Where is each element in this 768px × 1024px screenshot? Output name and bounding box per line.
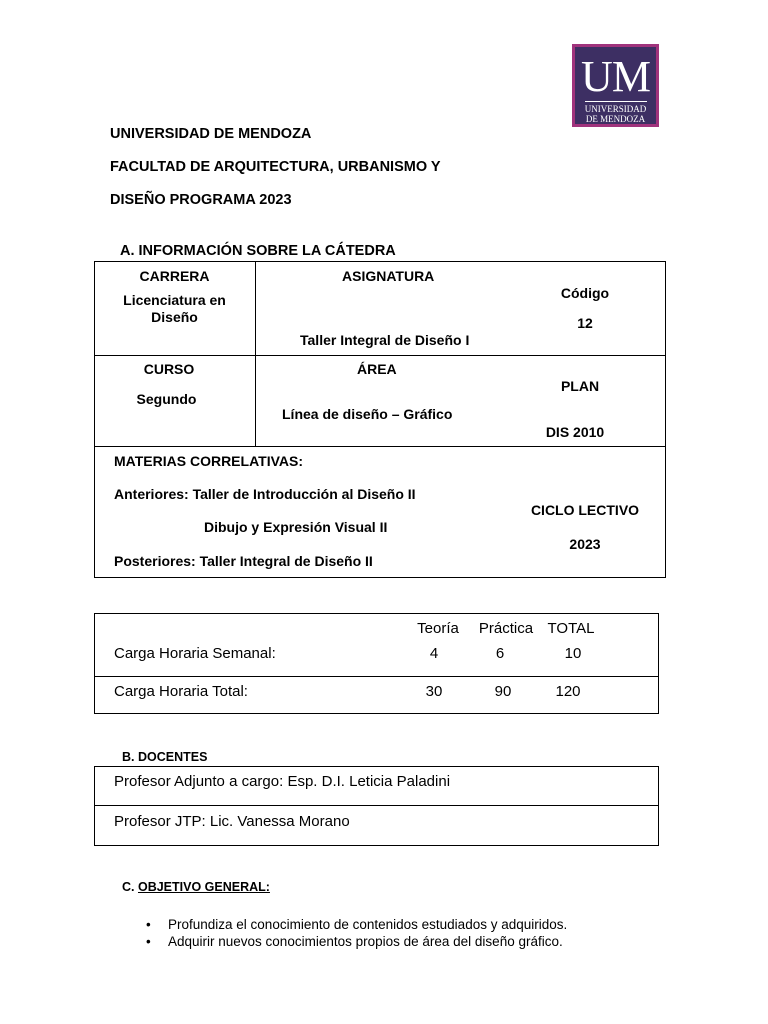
asignatura-value: Taller Integral de Diseño I (300, 332, 470, 348)
codigo-label: Código (560, 285, 610, 301)
ciclo-lectivo-label: CICLO LECTIVO (530, 502, 640, 518)
col-total: TOTAL (547, 620, 595, 637)
carga-total-label: Carga Horaria Total: (114, 683, 248, 700)
carga-total-total: 120 (555, 683, 581, 700)
ciclo-lectivo-value: 2023 (569, 536, 601, 552)
correlativas-posteriores: Posteriores: Taller Integral de Diseño II (114, 553, 373, 569)
correlativas-anteriores-1: Anteriores: Taller de Introducción al Diseño II (114, 486, 416, 502)
carga-semanal-practica: 6 (495, 645, 505, 662)
header-faculty: FACULTAD DE ARQUITECTURA, URBANISMO Y (110, 159, 441, 175)
header-program: DISEÑO PROGRAMA 2023 (110, 192, 292, 208)
university-logo (572, 44, 659, 127)
carrera-value-2: Diseño (151, 309, 198, 325)
col-practica: Práctica (478, 620, 534, 637)
docentes-row-divider (94, 805, 659, 806)
profesor-adjunto: Profesor Adjunto a cargo: Esp. D.I. Leticia Paladini (114, 773, 451, 790)
logo-line-2: DE MENDOZA (585, 114, 646, 124)
section-c-heading: OBJETIVO GENERAL: (137, 880, 270, 894)
curso-label: CURSO (143, 361, 195, 377)
area-label: ÁREA (357, 361, 397, 377)
col-teoria: Teoría (417, 620, 459, 637)
curso-value: Segundo (136, 391, 197, 407)
section-a-title: A. INFORMACIÓN SOBRE LA CÁTEDRA (120, 243, 396, 259)
profesor-jtp: Profesor JTP: Lic. Vanessa Morano (114, 813, 350, 830)
logo-initials: UM (581, 52, 650, 101)
section-c-prefix: C. (122, 880, 138, 894)
carga-total-practica: 90 (494, 683, 512, 700)
carrera-label: CARRERA (139, 268, 210, 284)
objetivos-list (146, 916, 567, 950)
section-c-title (122, 880, 270, 894)
list-item: • Profundiza el conocimiento de contenidos estudiados y adquiridos. (146, 916, 567, 933)
header-university: UNIVERSIDAD DE MENDOZA (110, 126, 312, 142)
plan-label: PLAN (560, 378, 600, 394)
correlativas-anteriores-2: Dibujo y Expresión Visual II (204, 519, 388, 535)
carga-semanal-teoria: 4 (429, 645, 439, 662)
section-b-title: B. DOCENTES (122, 750, 208, 764)
area-value: Línea de diseño – Gráfico (282, 406, 453, 422)
catedra-col-divider (255, 261, 256, 446)
list-item: • Adquirir nuevos conocimientos propios de área del diseño gráfico. (146, 933, 567, 950)
carga-row-divider (94, 676, 659, 677)
logo-rule (585, 101, 647, 102)
catedra-row-divider-2 (94, 446, 666, 447)
correlativas-label: MATERIAS CORRELATIVAS: (114, 453, 303, 469)
carga-semanal-label: Carga Horaria Semanal: (114, 645, 276, 662)
carga-semanal-total: 10 (564, 645, 582, 662)
logo-line-1: UNIVERSIDAD (584, 104, 647, 114)
codigo-value: 12 (577, 315, 593, 331)
carrera-value-1: Licenciatura en (123, 292, 226, 308)
plan-value: DIS 2010 (545, 424, 605, 440)
asignatura-label: ASIGNATURA (342, 268, 435, 284)
carga-total-teoria: 30 (425, 683, 443, 700)
catedra-row-divider-1 (94, 355, 666, 356)
